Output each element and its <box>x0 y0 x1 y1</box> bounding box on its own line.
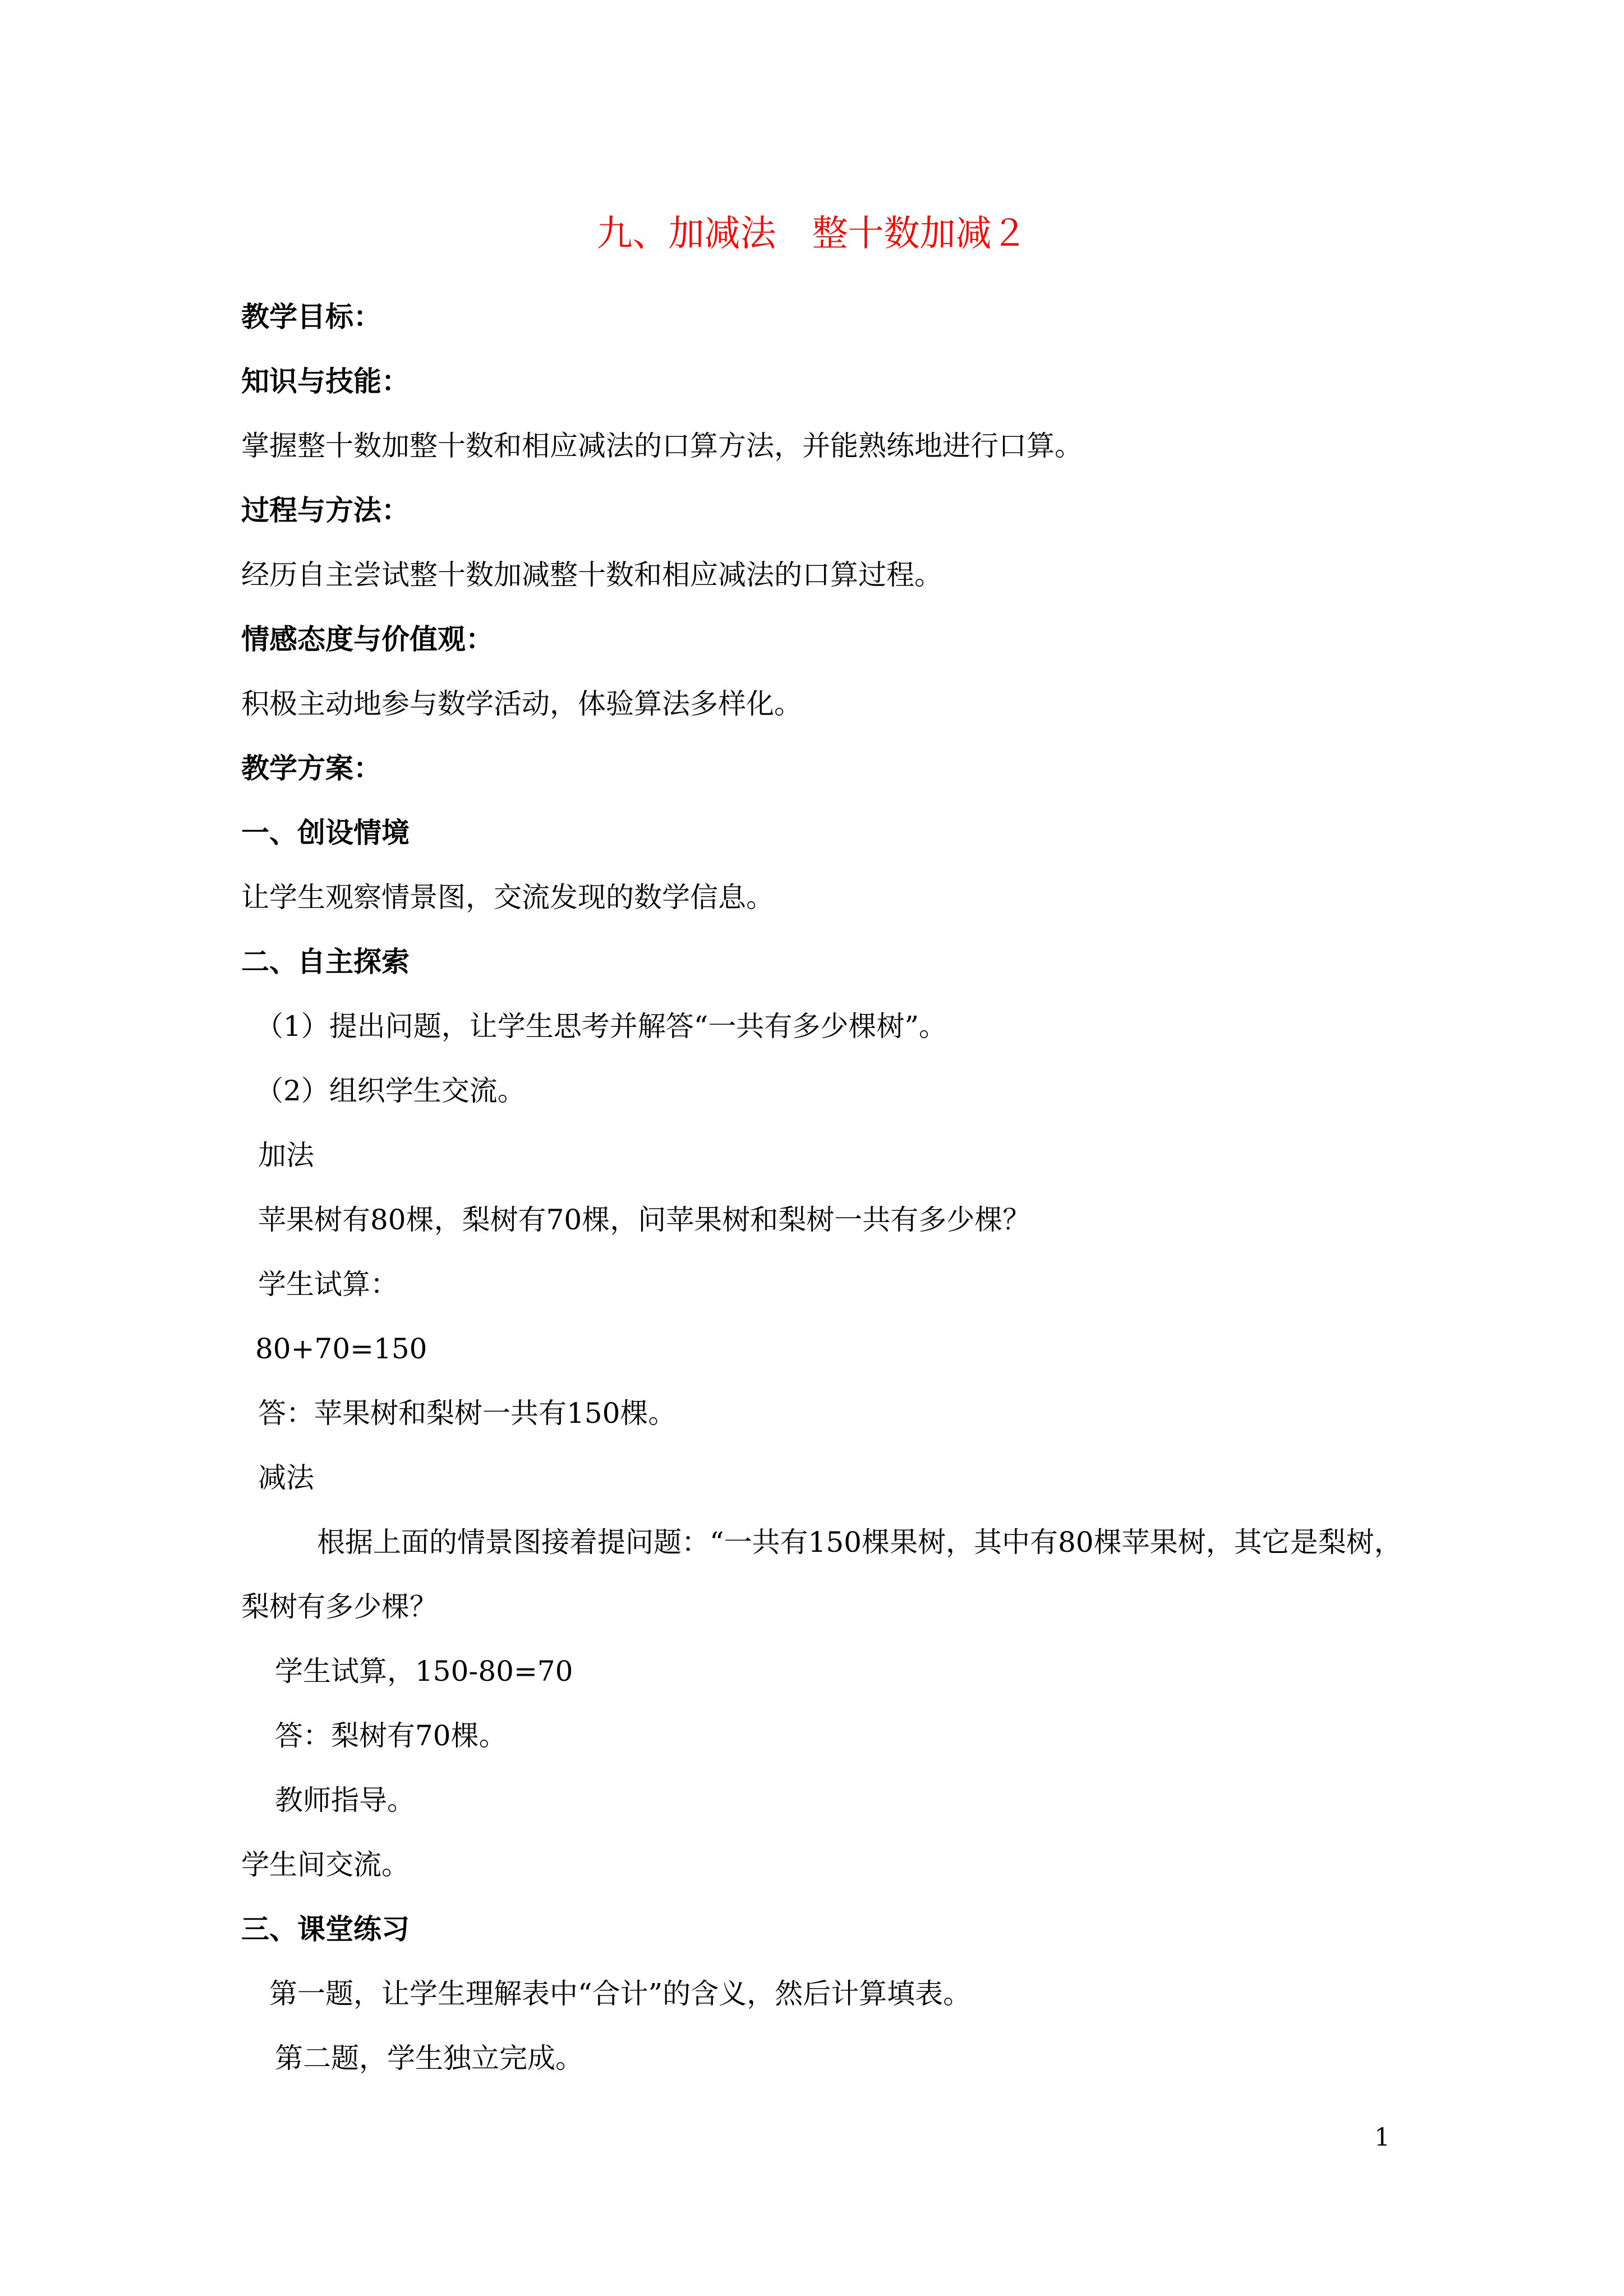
paragraph-line: 经历自主尝试整十数加减整十数和相应减法的口算过程。 <box>241 559 942 591</box>
paragraph-line: 80+70=150 <box>255 1333 427 1365</box>
heading-teaching-goals: 教学目标： <box>241 300 381 333</box>
paragraph-line: 让学生观察情景图，交流发现的数学信息。 <box>241 881 774 914</box>
paragraph-line: （1）提出问题，让学生思考并解答“一共有多少棵树”。 <box>255 1010 947 1043</box>
paragraph-line: 积极主动地参与数学活动，体验算法多样化。 <box>241 688 802 720</box>
paragraph-line: 学生试算，150-80=70 <box>275 1655 573 1688</box>
paragraph-line: （2）组织学生交流。 <box>255 1075 526 1107</box>
paragraph-line: 掌握整十数加整十数和相应减法的口算方法，并能熟练地进行口算。 <box>241 430 1083 462</box>
heading-process-method: 过程与方法： <box>241 494 410 527</box>
document-title: 九、加减法 整十数加减２ <box>596 213 1028 255</box>
heading-attitude-values: 情感态度与价值观： <box>241 623 494 656</box>
paragraph-line: 根据上面的情景图接着提问题：“一共有150棵果树，其中有80棵苹果树，其它是梨树， <box>317 1526 1402 1559</box>
paragraph-line: 梨树有多少棵？ <box>241 1590 438 1623</box>
page-number: 1 <box>1374 2123 1390 2152</box>
heading-teaching-plan: 教学方案： <box>241 751 381 785</box>
heading-section-3: 三、课堂练习 <box>241 1912 410 1945</box>
paragraph-line: 学生试算： <box>258 1268 398 1301</box>
paragraph-line: 第二题，学生独立完成。 <box>275 2042 583 2074</box>
paragraph-line: 第一题，让学生理解表中“合计”的含义，然后计算填表。 <box>269 1977 972 2010</box>
paragraph-line: 学生间交流。 <box>241 1848 410 1881</box>
paragraph-line: 答：苹果树和梨树一共有150棵。 <box>258 1397 677 1430</box>
paragraph-line: 减法 <box>258 1461 314 1494</box>
paragraph-line: 答：梨树有70棵。 <box>275 1719 507 1752</box>
heading-section-1: 一、创设情境 <box>241 816 410 849</box>
paragraph-line: 加法 <box>258 1139 314 1172</box>
paragraph-line: 教师指导。 <box>275 1784 415 1816</box>
heading-knowledge-skills: 知识与技能： <box>241 365 410 398</box>
heading-section-2: 二、自主探索 <box>241 945 410 978</box>
paragraph-line: 苹果树有80棵，梨树有70棵，问苹果树和梨树一共有多少棵？ <box>258 1204 1031 1236</box>
